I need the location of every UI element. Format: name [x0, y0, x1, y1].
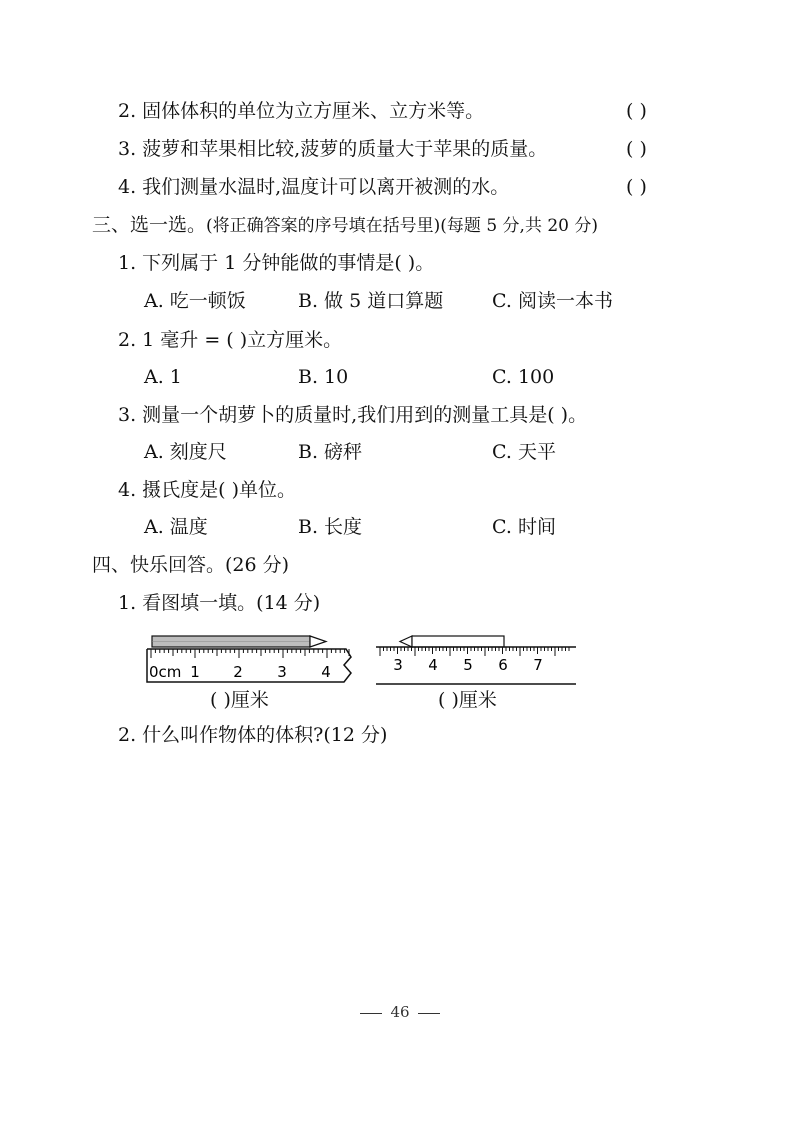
option-a: A. 刻度尺: [144, 441, 227, 463]
option-b: B. 10: [298, 366, 349, 388]
judge-item-3: 3. 菠萝和苹果相比较,菠萝的质量大于苹果的质量。: [118, 138, 548, 160]
ruler-label-3: 3: [277, 663, 287, 681]
mc-question-3: 3. 测量一个胡萝卜的质量时,我们用到的测量工具是( )。: [118, 404, 588, 426]
question-look-and-fill: 1. 看图填一填。(14 分): [118, 592, 321, 614]
dash-right: [418, 1013, 440, 1014]
ruler-label-4: 4: [321, 663, 331, 681]
option-c: C. 阅读一本书: [492, 290, 613, 312]
ruler-label-5: 5: [463, 656, 473, 674]
ruler-with-pencil: [144, 630, 364, 692]
option-b: B. 长度: [298, 516, 363, 538]
mc-question-4: 4. 摄氏度是( )单位。: [118, 479, 297, 501]
pencil-body: [412, 636, 504, 647]
option-a: A. 温度: [144, 516, 208, 538]
section-4-heading: 四、快乐回答。(26 分): [92, 554, 290, 576]
judge-item-2: 2. 固体体积的单位为立方厘米、立方米等。: [118, 100, 485, 122]
option-c: C. 天平: [492, 441, 556, 463]
answer-blank[interactable]: ( ): [626, 138, 647, 160]
ruler-label-7: 7: [533, 656, 543, 674]
option-a: A. 吃一顿饭: [144, 290, 246, 312]
option-a: A. 1: [144, 366, 182, 388]
ruler-label-1: 1: [190, 663, 200, 681]
ruler-label-6: 6: [498, 656, 508, 674]
answer-blank[interactable]: ( ): [626, 100, 647, 122]
option-b: B. 磅秤: [298, 441, 363, 463]
dash-left: [360, 1013, 382, 1014]
page-number: [0, 1003, 800, 1021]
ruler-with-pencil-2: [372, 626, 582, 688]
mc-question-1: 1. 下列属于 1 分钟能做的事情是( )。: [118, 252, 435, 274]
ruler-2-answer[interactable]: ( )厘米: [438, 689, 497, 711]
ruler-ticks: [380, 647, 569, 656]
page-number-text: 46: [390, 1003, 410, 1021]
ruler-1-answer[interactable]: ( )厘米: [210, 689, 269, 711]
question-volume-definition: 2. 什么叫作物体的体积?(12 分): [118, 724, 388, 746]
option-c: C. 时间: [492, 516, 556, 538]
option-b: B. 做 5 道口算题: [298, 290, 444, 312]
mc-question-2: 2. 1 毫升 = ( )立方厘米。: [118, 329, 343, 351]
section-title: 三、选一选。: [92, 214, 207, 236]
ruler-label-3: 3: [393, 656, 403, 674]
pencil-tip: [310, 636, 326, 647]
answer-blank[interactable]: ( ): [626, 176, 647, 198]
pencil-tip: [400, 636, 412, 647]
judge-item-4: 4. 我们测量水温时,温度计可以离开被测的水。: [118, 176, 510, 198]
section-note: (将正确答案的序号填在括号里)(每题 5 分,共 20 分): [206, 216, 599, 236]
ruler-label-2: 2: [233, 663, 243, 681]
ruler-label-0: 0cm: [149, 663, 182, 681]
option-c: C. 100: [492, 366, 555, 388]
ruler-label-4: 4: [428, 656, 438, 674]
section-3-heading: [92, 212, 598, 239]
